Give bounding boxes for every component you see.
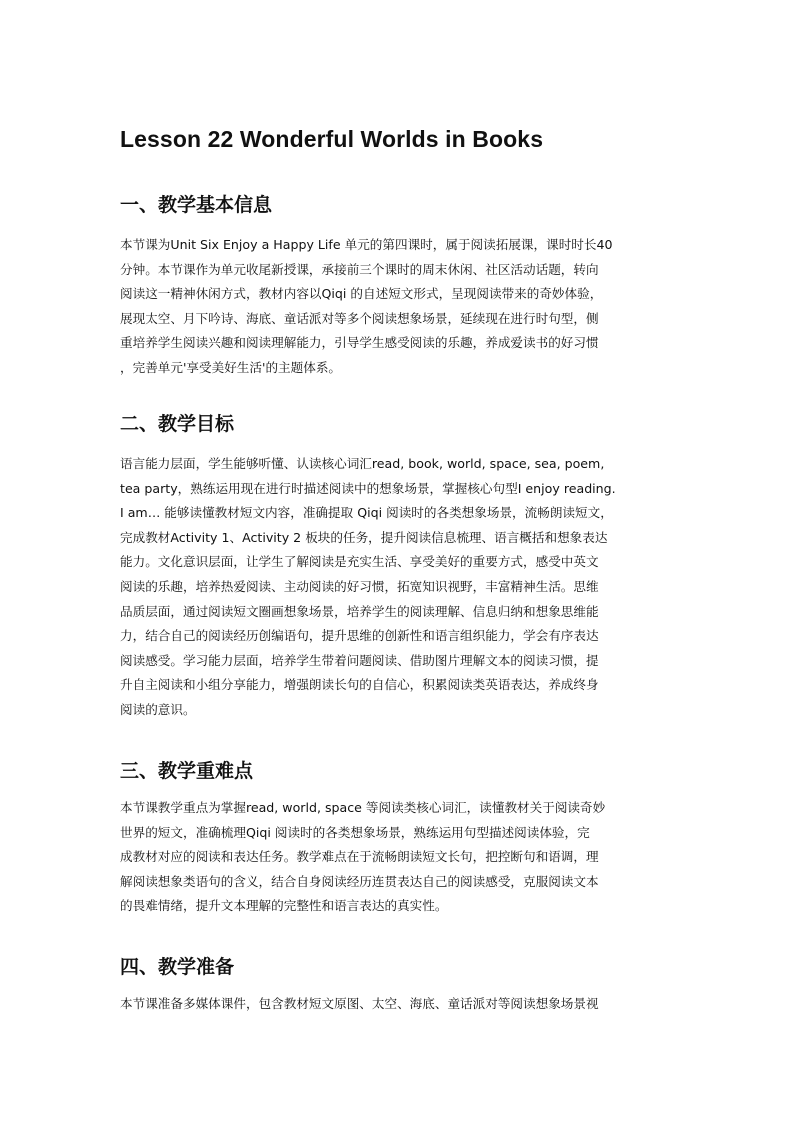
text-line: 成教材对应的阅读和表达任务。教学难点在于流畅朗读短文长句，把控断句和语调，理 (120, 849, 599, 865)
text-line: 本节课准备多媒体课件，包含教材短文原图、太空、海底、童话派对等阅读想象场景视 (120, 996, 599, 1011)
text-line: 阅读感受。学习能力层面，培养学生带着问题阅读、借助图片理解文本的阅读习惯，提 (120, 652, 599, 668)
text-line: 阅读这一精神休闲方式，教材内容以Qiqi 的自述短文形式，呈现阅读带来的奇妙体验， (120, 286, 603, 302)
section-heading-key-points: 三、教学重难点 (120, 760, 254, 782)
text-line: tea party，熟练运用现在进行时描述阅读中的想象场景，掌握核心句型I enjoy reading. (120, 480, 616, 496)
text-line: 力，结合自己的阅读经历创编语句，提升思维的创新性和语言组织能力，学会有序表达 (120, 628, 599, 644)
section-body-objectives (120, 452, 680, 723)
section-heading-preparation: 四、教学准备 (120, 956, 235, 978)
text-line: 阅读的乐趣，培养热爱阅读、主动阅读的好习惯，拓宽知识视野，丰富精神生活。思维 (120, 578, 599, 594)
text-line: 本节课教学重点为掌握read, world, space 等阅读类核心词汇，读懂教材关于阅读奇妙 (120, 800, 606, 815)
text-line: 本节课为Unit Six Enjoy a Happy Life 单元的第四课时，属于阅读拓展课，课时时长40 (120, 237, 613, 252)
text-line: 分钟。本节课作为单元收尾新授课，承接前三个课时的周末休闲、社区活动话题，转向 (120, 261, 599, 277)
text-line: 的畏难情绪，提升文本理解的完整性和语言表达的真实性。 (120, 898, 448, 914)
text-line: I am… 能够读懂教材短文内容，准确提取 Qiqi 阅读时的各类想象场景，流畅朗读短文， (120, 505, 613, 521)
text-line: 重培养学生阅读兴趣和阅读理解能力，引导学生感受阅读的乐趣，养成爱读书的好习惯 (120, 335, 599, 351)
text-line: 阅读的意识。 (120, 701, 196, 717)
text-line: 品质层面，通过阅读短文圈画想象场景，培养学生的阅读理解、信息归纳和想象思维能 (120, 603, 599, 619)
text-line: 展现太空、月下吟诗、海底、童话派对等多个阅读想象场景，延续现在进行时句型，侧 (120, 310, 599, 326)
section-heading-objectives: 二、教学目标 (120, 413, 235, 435)
text-line: 解阅读想象类语句的含义，结合自身阅读经历连贯表达自己的阅读感受，克服阅读文本 (120, 873, 599, 889)
text-line: 世界的短文，准确梳理Qiqi 阅读时的各类想象场景，熟练运用句型描述阅读体验，完 (120, 824, 590, 840)
section-body-key-points (120, 796, 680, 919)
text-line: ，完善单元'享受美好生活'的主题体系。 (120, 359, 342, 375)
section-body-preparation (120, 992, 680, 1017)
section-body-basic-info (120, 233, 680, 381)
text-line: 语言能力层面，学生能够听懂、认读核心词汇read, book, world, space, sea, poem, (120, 456, 605, 471)
section-heading-basic-info: 一、教学基本信息 (120, 194, 273, 216)
text-line: 完成教材Activity 1、Activity 2 板块的任务，提升阅读信息梳理、语言概括和想象表达 (120, 529, 608, 545)
text-line: 升自主阅读和小组分享能力，增强朗读长句的自信心，积累阅读类英语表达，养成终身 (120, 677, 599, 693)
document-title: Lesson 22 Wonderful Worlds in Books (120, 126, 544, 152)
text-line: 能力。文化意识层面，让学生了解阅读是充实生活、享受美好的重要方式，感受中英文 (120, 554, 599, 570)
